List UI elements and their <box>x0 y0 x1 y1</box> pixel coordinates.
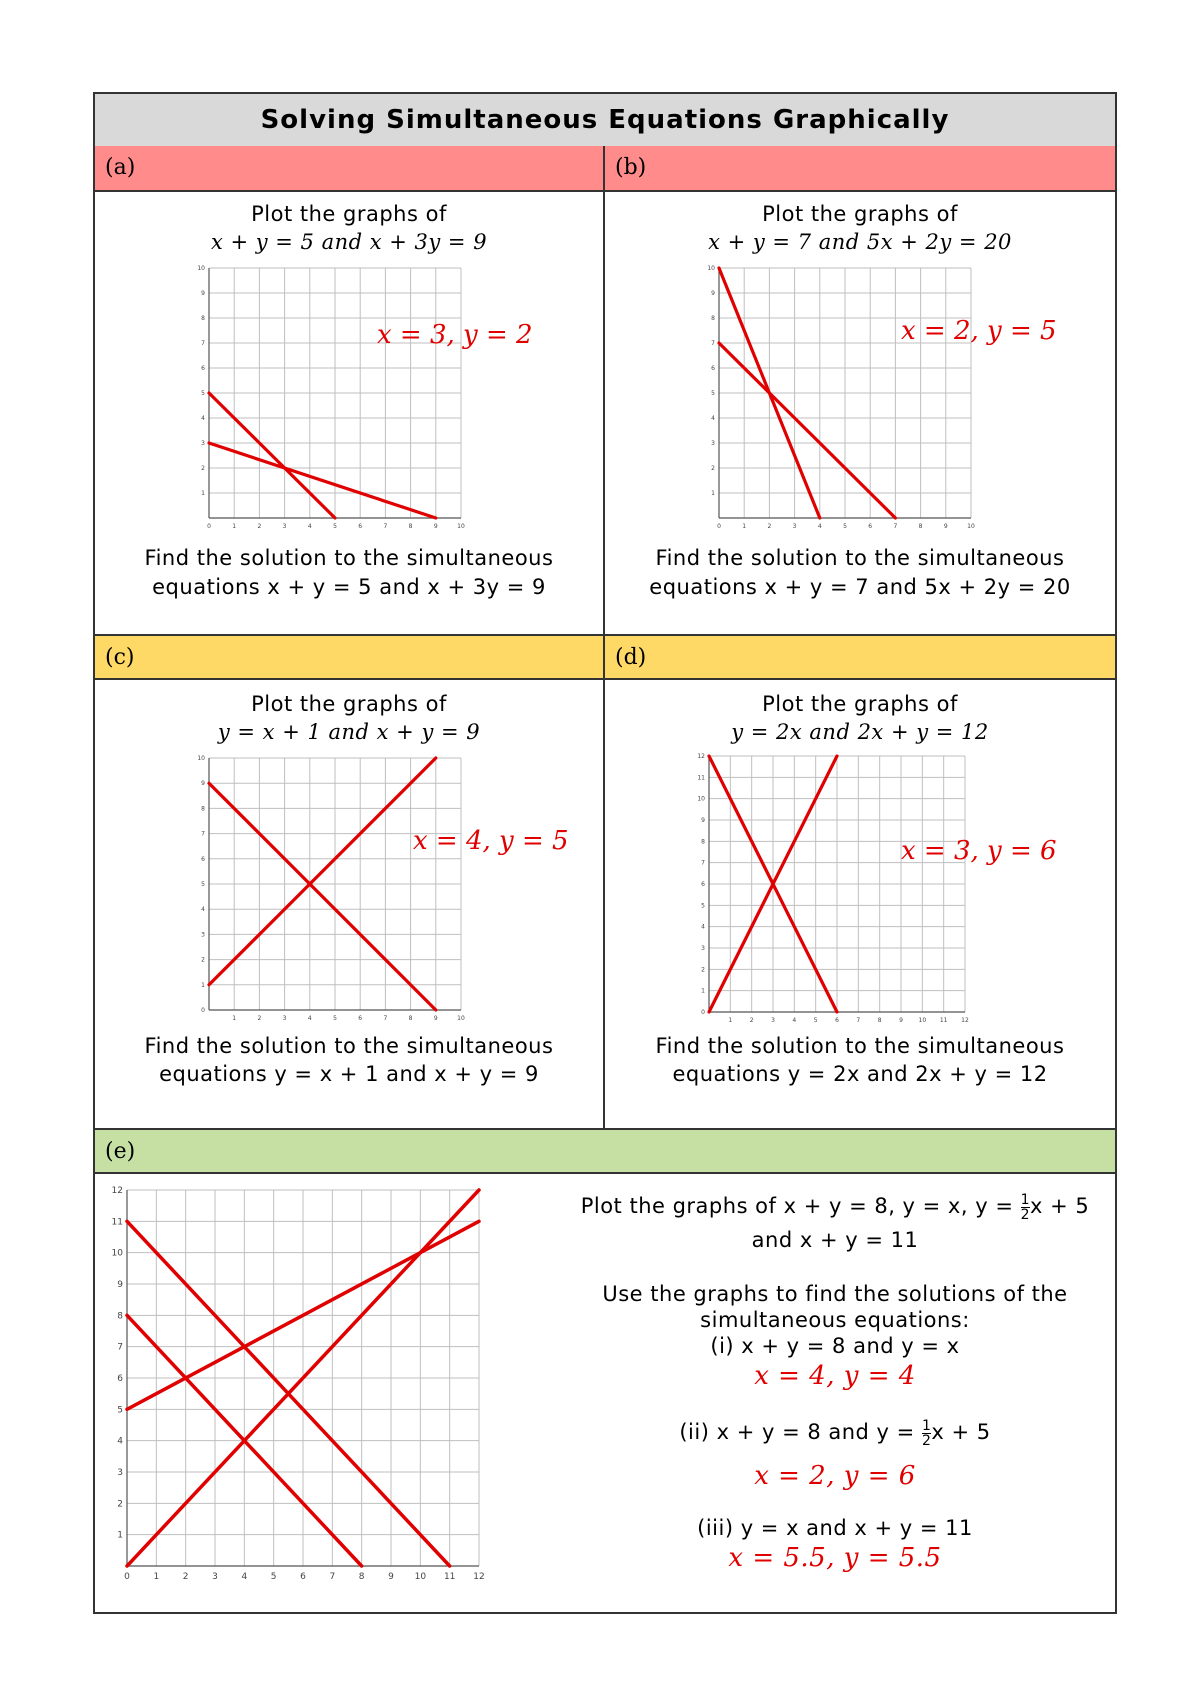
x-tick-label: 9 <box>433 523 438 530</box>
panel-a-header <box>95 146 603 192</box>
panel-e-plot-line1 <box>555 1192 1115 1222</box>
x-tick-label: 3 <box>282 1015 287 1022</box>
y-tick-label: 9 <box>201 290 205 297</box>
x-tick-label: 5 <box>270 1572 277 1582</box>
panel-e-graph <box>113 1182 523 1594</box>
panel-a-equations: x + y = 5 and x + 3y = 9 <box>210 230 488 254</box>
x-tick-label: 1 <box>742 523 747 530</box>
panel-a-graph <box>195 262 485 542</box>
x-tick-label: 4 <box>307 1015 312 1022</box>
panel-c-equations: y = x + 1 and x + y = 9 <box>217 720 481 744</box>
x-tick-label: 5 <box>333 1015 337 1022</box>
panel-d-label: (d) <box>615 645 647 670</box>
half-fraction <box>1021 1193 1030 1222</box>
panel-b-label: (b) <box>615 155 647 180</box>
panel-c-answer: x = 4, y = 5 <box>413 826 569 856</box>
x-tick-label: 4 <box>817 523 822 530</box>
fraction-numerator: 1 <box>921 1417 932 1434</box>
y-tick-label: 11 <box>697 774 705 782</box>
x-tick-label: 10 <box>414 1572 427 1582</box>
panel-e-plot-line2: and x + y = 11 <box>751 1228 919 1252</box>
x-tick-label: 8 <box>408 523 413 530</box>
panel-a-label: (a) <box>105 155 136 180</box>
x-tick-label: 1 <box>232 1015 237 1022</box>
y-tick-label: 9 <box>201 780 205 788</box>
y-tick-label: 3 <box>201 931 205 939</box>
y-tick-label: 7 <box>117 1342 123 1353</box>
y-tick-label: 3 <box>201 440 205 447</box>
x-tick-label: 2 <box>749 1017 754 1024</box>
x-tick-label: 3 <box>771 1017 775 1024</box>
panel-e-question-3: (iii) y = x and x + y = 11 <box>697 1516 973 1540</box>
panel-d-equations: y = 2x and 2x + y = 12 <box>731 720 989 744</box>
x-tick-label: 6 <box>300 1572 306 1582</box>
x-tick-label: 11 <box>939 1017 948 1024</box>
y-tick-label: 5 <box>117 1405 123 1416</box>
y-tick-label: 9 <box>701 817 705 824</box>
x-tick-label: 9 <box>899 1017 903 1024</box>
x-tick-label: 8 <box>408 1015 413 1022</box>
panel-b-graph <box>705 262 995 542</box>
panel-a-find-line2: equations x + y = 5 and x + 3y = 9 <box>152 575 546 599</box>
panel-b <box>605 192 1115 634</box>
x-tick-label: 3 <box>282 523 287 530</box>
x-tick-label: 7 <box>383 523 388 530</box>
x-tick-label: 5 <box>813 1017 818 1024</box>
x-tick-label: 6 <box>868 523 873 530</box>
x-tick-label: 0 <box>207 523 211 530</box>
y-tick-label: 5 <box>711 390 715 397</box>
x-tick-label: 10 <box>967 523 975 530</box>
x-tick-label: 7 <box>856 1017 861 1024</box>
y-tick-label: 10 <box>707 265 715 272</box>
panel-e-answer-1: x = 4, y = 4 <box>754 1361 916 1391</box>
panel-d <box>605 682 1115 1128</box>
gridlines <box>209 758 461 1010</box>
panel-b-equations: x + y = 7 and 5x + 2y = 20 <box>708 230 1012 254</box>
y-tick-label: 9 <box>711 290 715 297</box>
x-tick-label: 10 <box>457 1015 465 1022</box>
x-tick-label: 5 <box>843 523 847 530</box>
y-tick-label: 1 <box>711 490 715 497</box>
panel-c-find-line1: Find the solution to the simultaneous <box>144 1034 554 1058</box>
x-tick-label: 2 <box>257 1015 262 1022</box>
y-tick-label: 1 <box>201 490 205 497</box>
y-tick-label: 3 <box>701 945 705 952</box>
y-tick-label: 6 <box>117 1374 123 1384</box>
panel-e-plot-line1-b: x + 5 <box>1030 1194 1090 1218</box>
fraction-denominator: 2 <box>1020 1206 1031 1223</box>
x-tick-label: 7 <box>329 1572 336 1582</box>
x-tick-label: 10 <box>918 1017 927 1024</box>
x-tick-label: 2 <box>767 523 772 530</box>
y-tick-label: 2 <box>201 956 205 964</box>
y-tick-label: 5 <box>201 881 205 888</box>
panel-a <box>95 192 603 634</box>
y-tick-label: 5 <box>701 902 705 910</box>
panel-e-answer-2: x = 2, y = 6 <box>754 1461 916 1491</box>
y-tick-label: 12 <box>697 753 705 760</box>
x-tick-label: 7 <box>383 1015 388 1022</box>
y-tick-label: 4 <box>711 415 715 422</box>
y-tick-label: 10 <box>197 265 205 272</box>
page-title: Solving Simultaneous Equations Graphically <box>95 94 1115 148</box>
x-tick-label: 0 <box>717 523 721 530</box>
y-tick-label: 4 <box>701 923 705 931</box>
y-tick-label: 2 <box>117 1499 123 1510</box>
y-tick-label: 12 <box>111 1186 123 1196</box>
x-tick-label: 7 <box>893 523 898 530</box>
x-tick-label: 9 <box>433 1015 438 1022</box>
panel-d-header <box>605 634 1115 680</box>
y-tick-label: 8 <box>117 1311 123 1322</box>
x-tick-label: 0 <box>124 1572 130 1582</box>
panel-e-label: (e) <box>105 1139 136 1164</box>
panel-a-plot-intro: Plot the graphs of <box>251 202 447 226</box>
x-tick-label: 6 <box>835 1017 839 1024</box>
y-tick-label: 10 <box>111 1248 123 1259</box>
x-tick-label: 6 <box>358 523 363 530</box>
y-tick-label: 10 <box>197 755 205 762</box>
panel-c-header <box>95 634 603 680</box>
panel-b-answer: x = 2, y = 5 <box>901 316 1057 346</box>
y-tick-label: 6 <box>711 365 715 372</box>
panel-b-plot-intro: Plot the graphs of <box>762 202 958 226</box>
y-tick-label: 8 <box>701 838 705 846</box>
x-tick-label: 1 <box>153 1572 160 1582</box>
series-line-1 <box>719 343 895 518</box>
y-tick-label: 5 <box>201 390 205 397</box>
panel-c <box>95 682 603 1128</box>
panel-c-plot-intro: Plot the graphs of <box>251 692 447 716</box>
panel-e-use-line1: Use the graphs to find the solutions of the <box>602 1282 1068 1306</box>
x-tick-label: 9 <box>943 523 948 530</box>
fraction-denominator: 2 <box>921 1432 932 1449</box>
y-tick-label: 9 <box>117 1280 123 1290</box>
y-tick-label: 7 <box>201 830 205 838</box>
y-tick-label: 1 <box>701 987 705 995</box>
x-tick-label: 6 <box>358 1015 363 1022</box>
panel-e <box>95 1174 1115 1614</box>
y-tick-label: 11 <box>111 1217 123 1228</box>
panel-e-use-line2: simultaneous equations: <box>700 1308 970 1332</box>
y-tick-label: 4 <box>201 906 205 914</box>
worksheet <box>93 92 1117 1614</box>
y-tick-label: 6 <box>201 855 205 863</box>
series-line-1 <box>209 393 335 518</box>
y-tick-label: 8 <box>711 315 715 322</box>
panel-d-graph <box>697 752 987 1034</box>
x-tick-label: 5 <box>333 523 337 530</box>
panel-c-graph <box>195 752 485 1034</box>
y-tick-label: 3 <box>117 1468 123 1478</box>
panel-b-find-line2: equations x + y = 7 and 5x + 2y = 20 <box>649 575 1071 599</box>
x-tick-label: 1 <box>728 1017 733 1024</box>
panel-b-header <box>605 146 1115 192</box>
fraction-numerator: 1 <box>1020 1191 1031 1208</box>
panel-e-question-2-a: (ii) x + y = 8 and y = <box>679 1420 915 1444</box>
gridlines <box>209 268 461 518</box>
y-tick-label: 8 <box>201 315 205 322</box>
panel-a-find-line1: Find the solution to the simultaneous <box>144 546 554 570</box>
y-tick-label: 6 <box>701 881 705 888</box>
x-tick-label: 11 <box>443 1572 456 1582</box>
x-tick-label: 12 <box>473 1572 485 1582</box>
x-tick-label: 1 <box>232 523 237 530</box>
series-line-1 <box>209 758 436 985</box>
x-tick-label: 4 <box>307 523 312 530</box>
panel-e-question-2 <box>555 1418 1115 1448</box>
x-tick-label: 3 <box>212 1572 218 1582</box>
panel-c-find-line2: equations y = x + 1 and x + y = 9 <box>159 1062 539 1086</box>
y-tick-label: 3 <box>711 440 715 447</box>
gridlines <box>719 268 971 518</box>
y-tick-label: 6 <box>201 365 205 372</box>
y-tick-label: 7 <box>201 340 205 347</box>
y-tick-label: 7 <box>711 340 715 347</box>
y-tick-label: 2 <box>201 465 205 472</box>
panel-b-find-line1: Find the solution to the simultaneous <box>655 546 1065 570</box>
x-tick-label: 12 <box>961 1017 969 1024</box>
x-tick-label: 3 <box>792 523 797 530</box>
x-tick-label: 10 <box>457 523 465 530</box>
panel-d-plot-intro: Plot the graphs of <box>762 692 958 716</box>
series-line-2 <box>209 783 436 1010</box>
y-tick-label: 7 <box>701 859 705 867</box>
y-tick-label: 1 <box>201 981 205 989</box>
panel-d-find-line2: equations y = 2x and 2x + y = 12 <box>672 1062 1048 1086</box>
y-tick-label: 4 <box>117 1436 123 1447</box>
x-tick-label: 2 <box>257 523 262 530</box>
x-tick-label: 4 <box>792 1017 797 1024</box>
x-tick-label: 2 <box>182 1572 189 1582</box>
y-tick-label: 4 <box>201 415 205 422</box>
x-tick-label: 8 <box>877 1017 882 1024</box>
panel-e-answer-3: x = 5.5, y = 5.5 <box>728 1543 942 1573</box>
panel-d-find-line1: Find the solution to the simultaneous <box>655 1034 1065 1058</box>
x-tick-label: 9 <box>388 1572 394 1582</box>
y-tick-label: 10 <box>697 795 705 803</box>
panel-e-question-1: (i) x + y = 8 and y = x <box>710 1334 960 1358</box>
panel-a-answer: x = 3, y = 2 <box>377 320 533 350</box>
x-tick-label: 4 <box>241 1572 248 1582</box>
panel-e-header <box>95 1128 1115 1174</box>
gridlines <box>709 756 965 1012</box>
panel-c-label: (c) <box>105 645 135 670</box>
y-tick-label: 2 <box>711 465 715 472</box>
x-tick-label: 8 <box>918 523 923 530</box>
y-tick-label: 8 <box>201 805 205 813</box>
y-tick-label: 2 <box>701 966 705 974</box>
panel-e-question-2-b: x + 5 <box>931 1420 991 1444</box>
panel-d-answer: x = 3, y = 6 <box>901 836 1057 866</box>
panel-e-plot-line1-a: Plot the graphs of x + y = 8, y = x, y = <box>580 1194 1014 1218</box>
y-tick-label: 0 <box>201 1007 205 1014</box>
y-tick-label: 1 <box>117 1530 123 1541</box>
y-tick-label: 0 <box>701 1009 705 1016</box>
x-tick-label: 8 <box>358 1572 365 1582</box>
half-fraction <box>922 1419 931 1448</box>
